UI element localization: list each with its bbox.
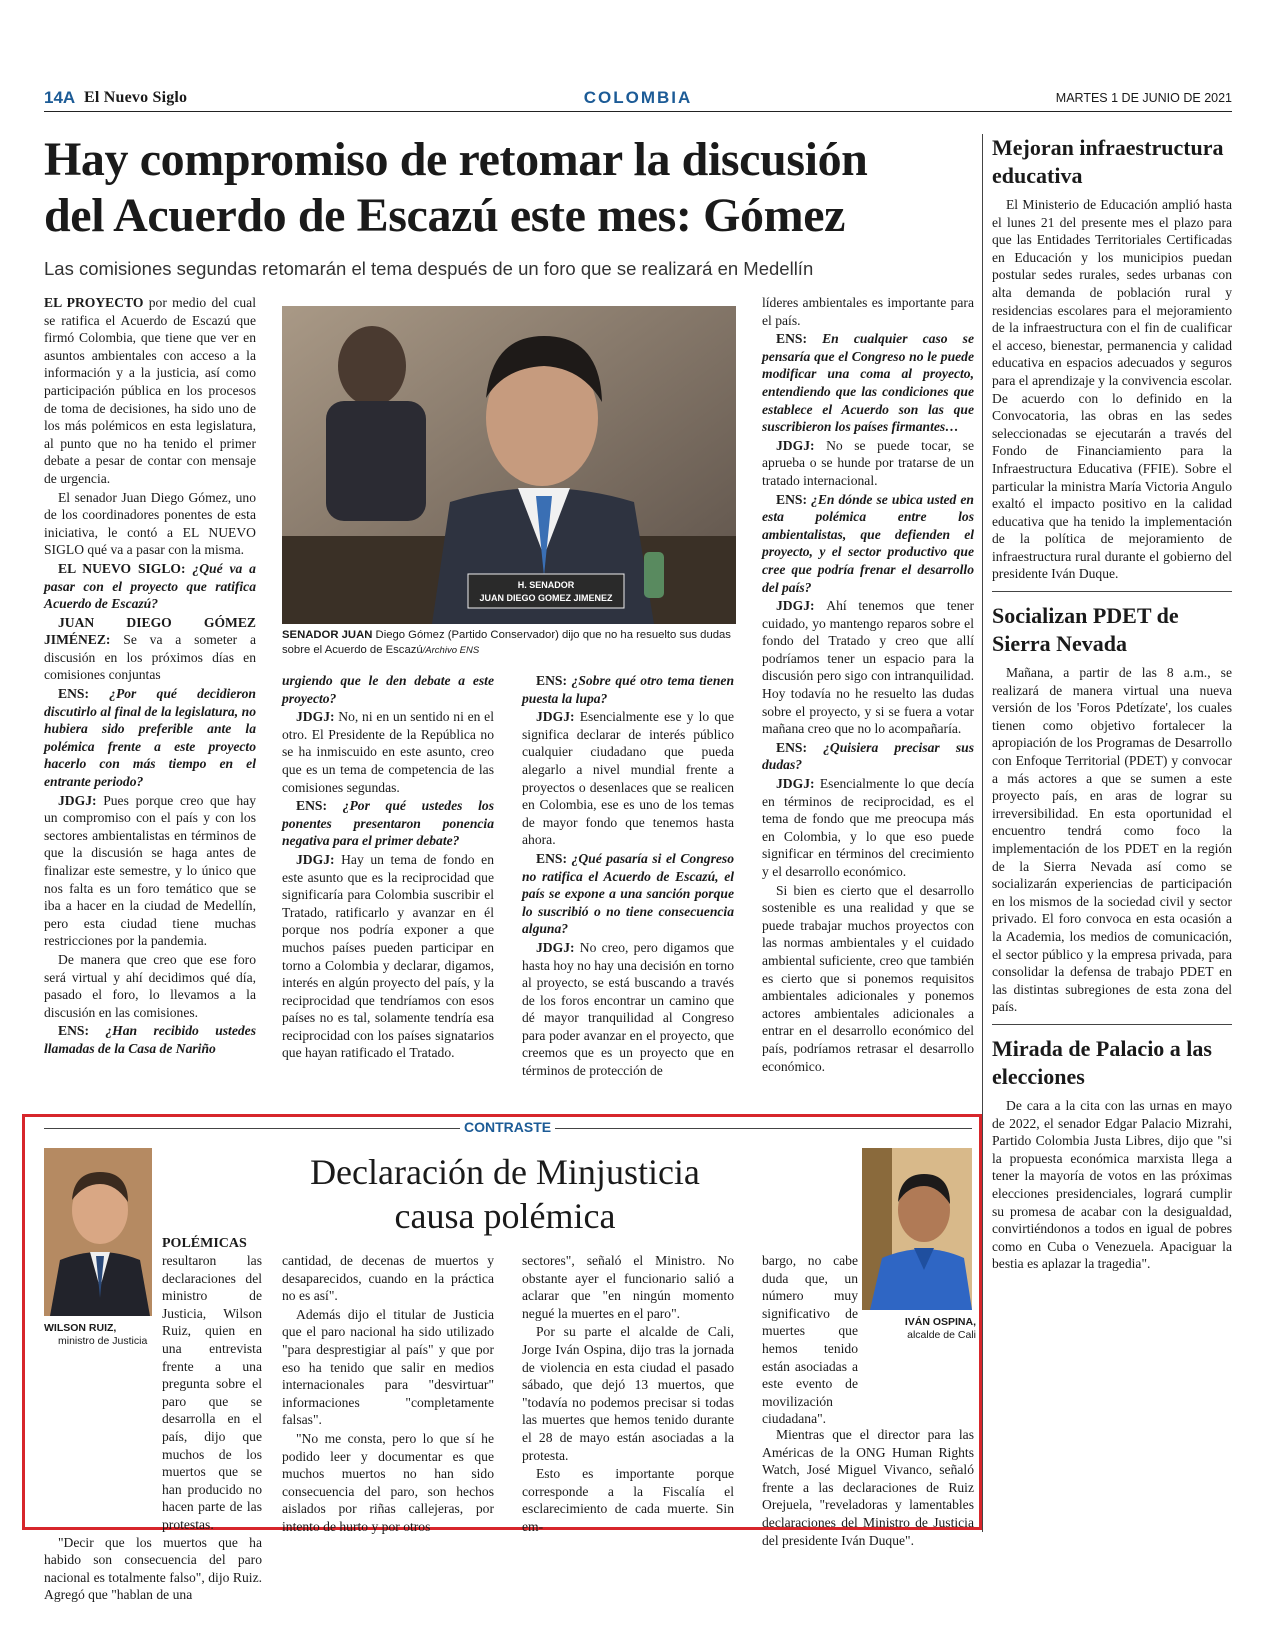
caption-role: ministro de Justicia bbox=[58, 1335, 148, 1347]
question-speaker: EL NUEVO SIGLO: bbox=[58, 560, 193, 576]
article-column-3 bbox=[522, 672, 734, 1081]
article-column-2 bbox=[282, 672, 494, 1063]
question: ¿Por qué decidieron discutirlo al final de la legislatura, no hubiera sido preferible ante la polémica frente a este proyecto hacerlo con más tiempo en el entrante periodo? bbox=[44, 686, 256, 790]
paragraph: Si bien es cierto que el desarrollo sostenible es una realidad y que se puede trabajar muchos proyectos con las normas ambientales y el cuidado ambiental suficiente, creo que también es cierto que si ponemos requisitos ambientales adicionales y ponemos actores ambientales adicionales a entrar en el desarrollo económico del país, podríamos retrasar el desarrollo económico. bbox=[762, 882, 974, 1074]
nameplate-line-1: H. SENADOR bbox=[517, 580, 575, 590]
sidebar-title-palacio: Mirada de Palacio a las elecciones bbox=[992, 1035, 1212, 1089]
question: ¿En dónde se ubica usted en esta polémica entre los ambientalistas, que defienden el proyecto, y el sector productivo que cree que podría frenar el desarrollo del país? bbox=[762, 491, 974, 595]
answer-speaker: JDGJ: bbox=[776, 776, 820, 792]
contrast-column-1-top bbox=[162, 1234, 262, 1254]
answer: Se va a someter a discusión en los próximos días en comisiones conjuntas bbox=[44, 632, 256, 683]
caption-text: Diego Gómez (Partido Conservador) dijo que no ha resuelto sus dudas sobre el Acuerdo de Escazú bbox=[282, 629, 731, 656]
article-column-4 bbox=[762, 294, 974, 1076]
lead-in: EL PROYECTO bbox=[44, 295, 144, 310]
paragraph: "Decir que los muertos que ha habido son consecuencia del paro nacional es totalmente falso", dijo Ruiz. Agregó que "hablan de una bbox=[44, 1534, 262, 1603]
paragraph: resultaron las declaraciones del ministro de Justicia, Wilson Ruiz, quien en una entrevista frente a una pregunta sobre el paro que se desarrolla en el país, dijo que muchos de los muertos que se han producido no hacen parte de las protestas. bbox=[162, 1253, 262, 1532]
question: ¿Quisiera precisar sus dudas? bbox=[762, 739, 974, 773]
question: En cualquier caso se pensaría que el Congreso no le puede modificar una coma al proyecto, entendiendo que las condiciones que establece el Acuerdo son las que suscribieron los países firmantes… bbox=[762, 331, 974, 435]
sidebar-separator bbox=[992, 1024, 1232, 1025]
senator-photo-illustration bbox=[282, 306, 736, 624]
answer: No creo, pero digamos que hasta hoy no hay una decisión en torno al proyecto, se está buscando a través de los foros encontrar un camino que dé mayor tranquilidad al Congreso para poder avanzar en el proyecto, que creemos que es un proyecto que en términos de protección de bbox=[522, 939, 734, 1079]
sidebar-separator bbox=[992, 591, 1232, 592]
answer: Esencialmente ese y lo que significa declarar de interés público cualquier ciudadano que pueda alegarlo a nivel mundial frente a proyectos o desenlaces que se realicen en Colombia, ese es uno de los temas de mayor fondo que tenemos hasta ahora. bbox=[522, 709, 734, 848]
ivan-ospina-illustration bbox=[862, 1148, 972, 1310]
contrast-label: CONTRASTE bbox=[460, 1119, 555, 1135]
answer: Pues porque creo que hay un compromiso con el país y con los sectores ambientalistas en términos de que la discusión se haga antes de finalizar este semestre, y lo único que nos falta es un foro temático que se iba a hacer en la ciudad de Medellín, pero esta ciudad tiene muchas restricciones por la pandemia. bbox=[44, 792, 256, 949]
contrast-column-2 bbox=[282, 1252, 494, 1537]
question-speaker: ENS: bbox=[58, 686, 110, 702]
answer-speaker: JDGJ: bbox=[296, 851, 342, 867]
question-speaker: ENS: bbox=[776, 739, 824, 755]
paragraph: "No me consta, pero lo que sí he podido leer y documentar es que muchos muertos no han sido consecuencia del paro, son hechos aislados por riñas callejeras, por intento de hurto y por otros bbox=[282, 1430, 494, 1534]
question-speaker: ENS: bbox=[58, 1023, 106, 1039]
answer-speaker: JDGJ: bbox=[776, 437, 827, 453]
article-column-1 bbox=[44, 294, 256, 1059]
senator-photo bbox=[282, 306, 736, 624]
headline-line-1: Hay compromiso de retomar la discusión bbox=[44, 133, 868, 186]
question: ¿Han recibido ustedes llamadas de la Casa de Nariño bbox=[44, 1023, 256, 1056]
question-speaker: ENS: bbox=[536, 850, 572, 866]
section-name: COLOMBIA bbox=[583, 88, 693, 107]
subheadline: Las comisiones segundas retomarán el tema después de un foro que se realizará en Medellín bbox=[44, 258, 814, 279]
contrast-column-4-top bbox=[762, 1252, 858, 1429]
answer-speaker: JDGJ: bbox=[58, 792, 104, 808]
sidebar-body-education: El Ministerio de Educación amplió hasta el lunes 21 del presente mes el plazo para que las Entidades Territoriales Certificadas en Educación y los municipios puedan postular sedes rurales, sedes urbanas con alta demanda de población rural y residencias escolares para el mejoramiento de la infraestructura con el fin de cualificar el acceso, bienestar, permanencia y calidad educativa en espacios adecuados y seguros para el aprendizaje y la convivencia escolar. De acuerdo con lo definido en la Convocatoria, las obras en las sedes seleccionadas se ejecutarán a través del Fondo de Financiamiento para la Infraestructura Educativa (FFIE). Sobre el particular la ministra María Victoria Angulo exaltó el impacto positivo en la calidad educativa que ha tenido la implementación de la política de mejoramiento de infraestructura rural durante el gobierno del presidente Iván Duque. bbox=[992, 197, 1232, 582]
answer: líderes ambientales es importante para el país. bbox=[762, 295, 974, 328]
answer: Esencialmente lo que decía en términos de reciprocidad, es el tema de fondo que me preocupa más en Colombia, y lo que eso puede significar en términos del crecimiento y el desarrollo económico. bbox=[762, 776, 974, 879]
sidebar-title-pdet: Socializan PDET de Sierra Nevada bbox=[992, 603, 1179, 657]
lead-in: POLÉMICAS bbox=[162, 1236, 247, 1251]
caption-role: alcalde de Cali bbox=[907, 1329, 976, 1341]
question-speaker: ENS: bbox=[536, 673, 572, 688]
answer: No se puede tocar, se aprueba o se hunde por tratarse de un tratado internacional. bbox=[762, 437, 974, 488]
answer-speaker: JUAN DIEGO GÓMEZ JIMÉNEZ: bbox=[44, 614, 256, 648]
page-number: 14A bbox=[44, 88, 76, 107]
sidebar-body-palacio: De cara a la cita con las urnas en mayo de 2022, el senador Edgar Palacio Mizrahi, Partido Colombia Justa Libres, dijo que "si la propuesta económica marxista llega a tener la mayoría de votos en las próximas elecciones presidenciales, logrará cumplir su promesa de acabar con la desigualdad, convirtiéndonos a todos en igual de pobres como en Cuba o Venezuela. Apaciguar la bestia es aplazar la tragedia". bbox=[992, 1097, 1232, 1272]
paragraph: Por su parte el alcalde de Cali, Jorge Iván Ospina, dijo tras la jornada de violencia en esta ciudad el pasado sábado, que dejó 13 muertos, que "todavía no podemos precisar si todas las muertes que hemos tenido durante el 28 de mayo están asociadas a la protesta. bbox=[522, 1324, 734, 1463]
photo-credit: /Archivo ENS bbox=[422, 644, 480, 656]
paragraph: De manera que creo que ese foro será virtual y ahí decidimos qué día, pasado el foro, lo llevamos a la discusión en las comisiones. bbox=[44, 951, 256, 1020]
ivan-ospina-caption bbox=[880, 1316, 976, 1342]
caption-lead: SENADOR JUAN bbox=[282, 629, 373, 641]
answer-speaker: JDGJ: bbox=[776, 598, 827, 614]
main-headline bbox=[44, 132, 1004, 244]
sidebar-divider bbox=[982, 134, 983, 1532]
answer-speaker: JDGJ: bbox=[536, 709, 580, 725]
sidebar-body-pdet: Mañana, a partir de las 8 a.m., se realizará de manera virtual una nueva versión de los 'Foros Pdetízate', los cuales tienen como objetivo fortalecer la apropiación de los Programas de Desarrollo con Enfoque Territorial (PDET) y convocar a más actores a que se sumen a este proyecto país, en aras de lograr su irreversibilidad. En esta oportunidad el encuentro tendrá como foco la implementación de los PDET en la región de la Sierra Nevada así como se socializarán experiencias de participación en los mismos de la sociedad civil y sector privado. El foro convoca en esta ocasión a la Academia, los medios de comunicación, el sector público y la empresa privada, para consolidar la defensa de trabajo PDET en las distintas subregiones de esta zona del país. bbox=[992, 665, 1232, 1015]
contrast-title-line-1: Declaración de Minjusticia bbox=[310, 1152, 700, 1192]
question: ¿Sobre qué otro tema tienen puesta la lupa? bbox=[522, 673, 734, 706]
paragraph: Esto es importante porque corresponde a la Fiscalía el esclarecimiento de cada muerte. Sin em- bbox=[522, 1466, 734, 1534]
question: ¿Por qué ustedes los ponentes presentaron ponencia negativa para el primer debate? bbox=[282, 798, 494, 849]
question: ¿Qué pasaría si el Congreso no ratifica el Acuerdo de Escazú, el país se expone a una sanción porque lo suscribió o no tiene consecuencia alguna? bbox=[522, 850, 734, 937]
paragraph: bargo, no cabe duda que, un número muy significativo de muertes que hemos tenido están asociadas a este evento de movilización ciudadana". bbox=[762, 1253, 858, 1427]
paragraph: Mientras que el director para las Américas de la ONG Human Rights Watch, José Miguel Vivanco, señaló frente a las declaraciones de Ruiz Orejuela, "reveladoras y lamentables declaraciones del Ministro de Justicia del presidente Iván Duque". bbox=[762, 1427, 974, 1548]
newspaper-name: El Nuevo Siglo bbox=[84, 89, 188, 106]
answer-speaker: JDGJ: bbox=[296, 709, 339, 725]
question-speaker: ENS: bbox=[296, 798, 343, 814]
paragraph: El senador Juan Diego Gómez, uno de los coordinadores ponentes de esta iniciativa, le contó a EL NUEVO SIGLO qué va a pasar con la misma. bbox=[44, 489, 256, 558]
question: ¿Qué va a pasar con el proyecto que ratifica Acuerdo de Escazú? bbox=[44, 560, 256, 612]
contrast-title-line-2: causa polémica bbox=[394, 1196, 616, 1236]
contrast-column-4 bbox=[762, 1426, 974, 1550]
caption-name: WILSON RUIZ, bbox=[44, 1322, 117, 1334]
sidebar-title-education: Mejoran infraestructura educativa bbox=[992, 135, 1224, 188]
paragraph: por medio del cual se ratifica el Acuerdo de Escazú que firmó Colombia, que tiene que ver en asuntos ambientales con acceso a la información y a la justicia, así como participación pública en los procesos de toma de decisiones, ha sido uno de los más polémicos en esta legislatura, al punto que no ha tenido el primer debate a pesar de contar con mensaje de urgencia. bbox=[44, 295, 256, 486]
headline-line-2: del Acuerdo de Escazú este mes: Gómez bbox=[44, 189, 846, 242]
answer: Ahí tenemos que tener cuidado, yo mantengo reparos sobre el fondo del Tratado y creo que allí podríamos tener un espacio para la discusión pero sigo con intranquilidad. Hoy todavía no he resuelto las dudas sobre el proyecto, y si se fuera a votar mañana creo que no lo acompañaría. bbox=[762, 598, 974, 737]
question: urgiendo que le den debate a este proyecto? bbox=[282, 673, 494, 706]
paragraph: cantidad, de decenas de muertos y desaparecidos, cuando en la práctica no es así". bbox=[282, 1253, 494, 1304]
question-speaker: ENS: bbox=[776, 331, 823, 347]
paragraph: sectores", señaló el Ministro. No obstante ayer el funcionario salió a aclarar que "en ningún momento negué la muertes en el paro". bbox=[522, 1253, 734, 1321]
ivan-ospina-photo bbox=[862, 1148, 972, 1310]
photo-caption bbox=[282, 628, 738, 658]
nameplate-line-2: JUAN DIEGO GOMEZ JIMENEZ bbox=[479, 593, 613, 603]
paragraph: Además dijo el titular de Justicia que el paro nacional ha sido utilizado "para desprestigiar al país" y que por eso ha tenido que salir en medios internacionales para "desvirtuar" informaciones "completamente falsas". bbox=[282, 1306, 494, 1428]
issue-date: MARTES 1 DE JUNIO DE 2021 bbox=[1055, 91, 1232, 105]
sidebar bbox=[992, 134, 1232, 1273]
answer: Hay un tema de fondo en este asunto que es la reciprocidad que significaría para Colombia suscribir el Tratado, ratificarlo y avanzar en él porque nos podría exponer a que muchos países pueden participar en torno a Colombia y declarar, digamos, interés en algún proyecto del país, y la reciprocidad que tendríamos con esos países no es tal, solamente tendría esa reciprocidad con los países signatarios que hayan ratificado el Tratado. bbox=[282, 851, 494, 1061]
contrast-title bbox=[270, 1150, 740, 1238]
answer-speaker: JDGJ: bbox=[536, 939, 580, 955]
contrast-column-1 bbox=[44, 1252, 262, 1605]
question-speaker: ENS: bbox=[776, 491, 812, 507]
caption-name: IVÁN OSPINA, bbox=[904, 1316, 976, 1328]
masthead bbox=[44, 88, 1232, 112]
contrast-column-3 bbox=[522, 1252, 734, 1537]
answer: No, ni en un sentido ni en el otro. El Presidente de la República no se ha inmiscuido en este asunto, creo que es un tema de competencia de las comisiones segundas. bbox=[282, 709, 494, 795]
